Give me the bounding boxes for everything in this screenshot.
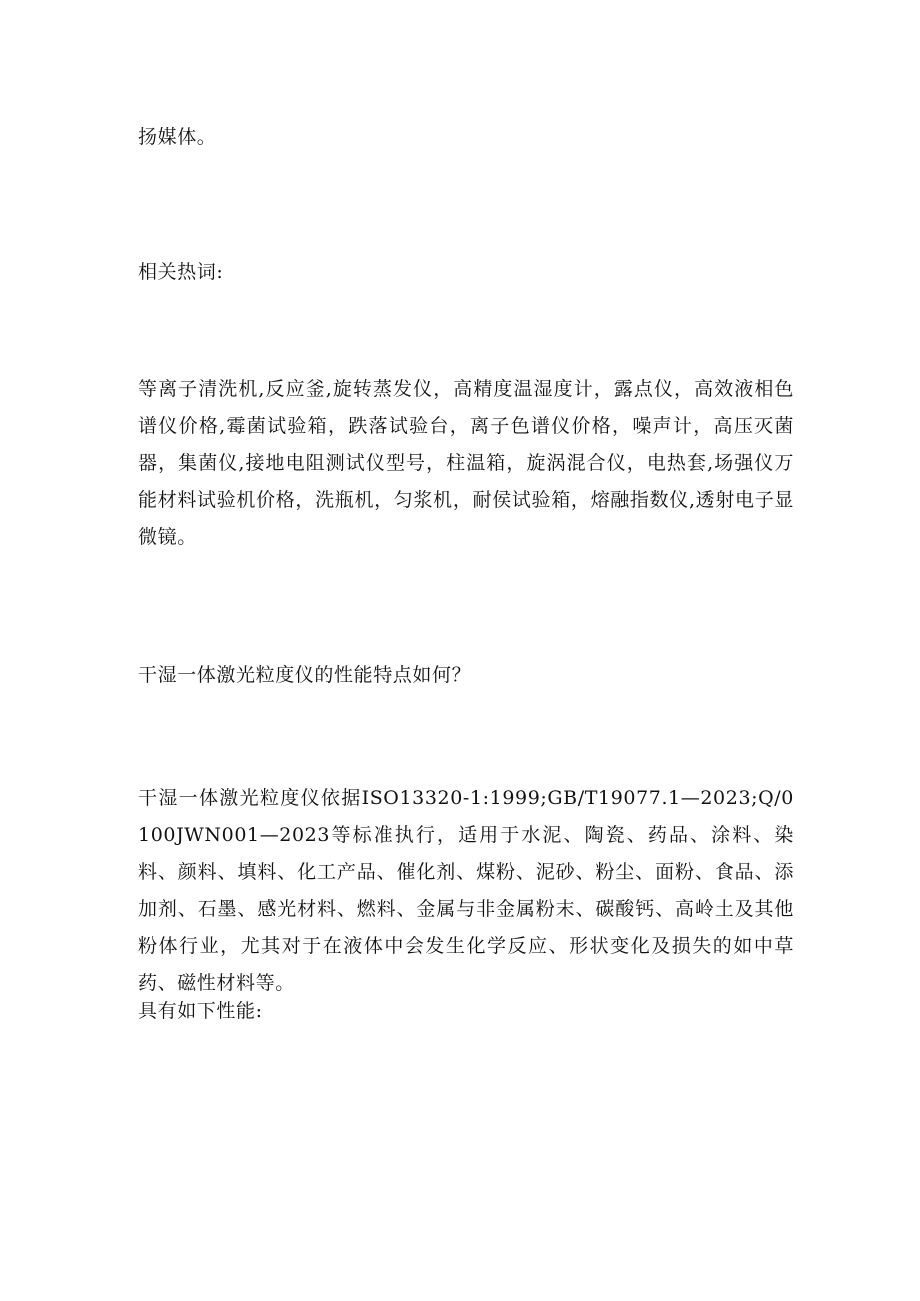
features-label: 具有如下性能:	[138, 1000, 263, 1022]
hot-words-label: 相关热词:	[138, 261, 224, 283]
answer-paragraph: 干湿一体激光粒度仪依据ISO13320-1:1999;GB/T19077.1—2023;Q/0100JWN001—2023等标准执行，适用于水泥、陶瓷、药品、涂料、染料、颜料、填料、化工产品、催化剂、煤粉、泥砂、粉尘、面粉、食品、添加剂、石墨、感光材料、燃料、金属与非金属粉末、碳酸钙、高岭土及其他粉体行业，尤其对于在液体中会发生化学反应、形状变化及损失的如中草药、磁性材料等。	[138, 787, 794, 994]
paragraph-intro-end: 扬媒体。	[138, 126, 217, 148]
hot-words-paragraph: 等离子清洗机,反应釜,旋转蒸发仪，高精度温湿度计，露点仪，高效液相色谱仪价格,霉菌试验箱，跌落试验台，离子色谱仪价格，噪声计，高压灭菌器，集菌仪,接地电阻测试仪型号，柱温箱，旋涡混合仪，电热套,场强仪万能材料试验机价格，洗瓶机，匀浆机，耐侯试验箱，熔融指数仪,透射电子显微镜。	[138, 378, 794, 548]
section-question: 干湿一体激光粒度仪的性能特点如何？	[138, 664, 472, 686]
